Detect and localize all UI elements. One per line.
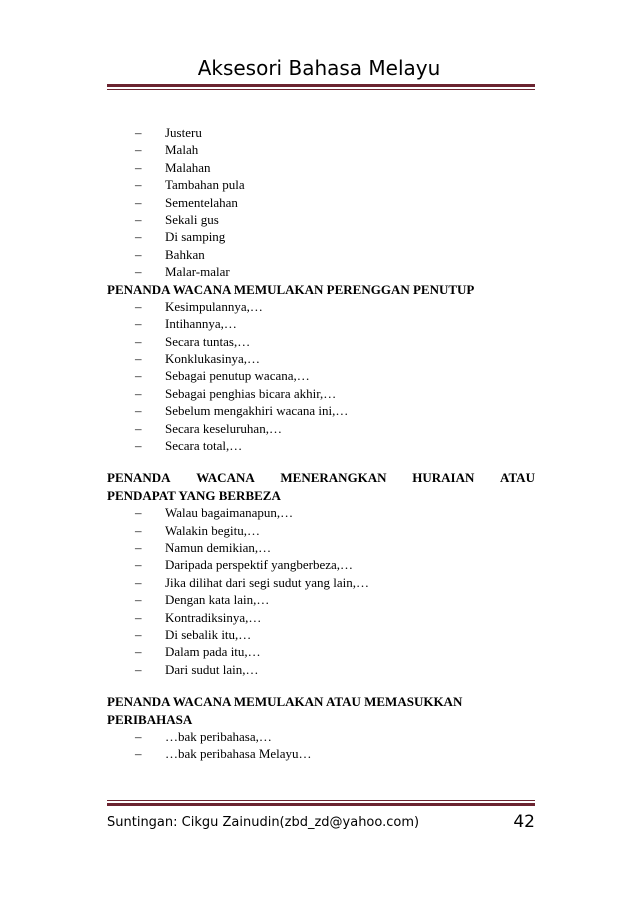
list-item [107, 124, 535, 141]
list-item [107, 141, 535, 158]
list-item [107, 745, 535, 762]
dash-bullet: – [135, 298, 142, 314]
list-item-text: Tambahan pula [165, 177, 245, 193]
dash-bullet: – [135, 229, 142, 245]
dash-bullet: – [135, 125, 142, 140]
list-item-text: Di samping [165, 229, 226, 245]
list-item-text: Kesimpulannya,… [165, 298, 263, 314]
list-item-text: Justeru [165, 125, 202, 140]
list-item-text: Sebagai penghias bicara akhir,… [165, 385, 337, 401]
list-item-text: Malar-malar [165, 264, 230, 280]
page-number: 42 [513, 812, 535, 832]
page-title: Aksesori Bahasa Melayu [197, 56, 441, 80]
list-item [107, 159, 535, 176]
list-item [107, 437, 535, 454]
list-item [107, 350, 535, 367]
list-item [107, 574, 535, 591]
dash-bullet: – [135, 661, 142, 677]
list-item-text: Dalam pada itu,… [165, 644, 261, 660]
dash-bullet: – [135, 177, 142, 193]
dash-bullet: – [135, 246, 142, 262]
list-item-text: Walau bagaimanapun,… [165, 505, 294, 521]
list-item [107, 246, 535, 263]
list-item-text: Secara tuntas,… [165, 333, 251, 349]
footer-rule-thick [107, 803, 535, 806]
list-item-text: Malahan [165, 159, 211, 175]
list-item [107, 367, 535, 384]
dash-bullet: – [135, 522, 142, 538]
header-rule-thin [107, 89, 535, 90]
heading-word: ATAU [500, 470, 535, 486]
list-item-text: Kontradiksinya,… [165, 609, 262, 625]
heading-word: PENANDA [107, 470, 171, 486]
section-gap [107, 454, 535, 469]
list-item [107, 298, 535, 315]
heading-word: HURAIAN [412, 470, 475, 486]
dash-bullet: – [135, 385, 142, 401]
dash-bullet: – [135, 403, 142, 419]
list-item-text: Malah [165, 142, 199, 158]
dash-bullet: – [135, 159, 142, 175]
section-heading-peribahasa-line1: PENANDA WACANA MEMULAKAN ATAU MEMASUKKAN [107, 694, 463, 710]
list-item [107, 211, 535, 228]
dash-bullet: – [135, 316, 142, 332]
list-item-text: Walakin begitu,… [165, 522, 260, 538]
dash-bullet: – [135, 333, 142, 349]
footer-credit: Suntingan: Cikgu Zainudin(zbd_zd@yahoo.com) [107, 815, 420, 830]
list-item-text: Intihannya,… [165, 316, 237, 332]
list-item-text: Namun demikian,… [165, 540, 272, 556]
list-item [107, 333, 535, 350]
list-item [107, 591, 535, 608]
list-item [107, 556, 535, 573]
list-item [107, 626, 535, 643]
peribahasa-list [107, 728, 535, 763]
section-heading-huraian-line1 [107, 469, 535, 486]
dash-bullet: – [135, 557, 142, 573]
section-heading-peribahasa-line2: PERIBAHASA [107, 711, 193, 727]
dash-bullet: – [135, 194, 142, 210]
section-heading-huraian-line2: PENDAPAT YANG BERBEZA [107, 487, 281, 503]
list-item-text: Sebagai penutup wacana,… [165, 368, 310, 384]
list-item [107, 728, 535, 745]
list-item-text: Daripada perspektif yangberbeza,… [165, 557, 354, 573]
list-item [107, 385, 535, 402]
dash-bullet: – [135, 438, 142, 454]
list-item-text: Dengan kata lain,… [165, 592, 270, 608]
list-item-text: …bak peribahasa,… [165, 728, 272, 744]
list-item [107, 504, 535, 521]
list-item [107, 402, 535, 419]
footer-rule-thin [107, 800, 535, 801]
section-gap [107, 678, 535, 693]
dash-bullet: – [135, 746, 142, 762]
dash-bullet: – [135, 574, 142, 590]
dash-bullet: – [135, 540, 142, 556]
list-item-text: Sekali gus [165, 211, 219, 227]
dash-bullet: – [135, 626, 142, 642]
section-heading-penutup: PENANDA WACANA MEMULAKAN PERENGGAN PENUTUP [107, 281, 475, 297]
list-item-text: Jika dilihat dari segi sudut yang lain,… [165, 574, 369, 590]
list-item [107, 522, 535, 539]
dash-bullet: – [135, 351, 142, 367]
header-rule-thick [107, 84, 535, 87]
heading-word: MENERANGKAN [280, 470, 387, 486]
list-item-text: Konklukasinya,… [165, 351, 260, 367]
dash-bullet: – [135, 505, 142, 521]
list-item [107, 315, 535, 332]
list-item-text: Secara keseluruhan,… [165, 420, 282, 436]
list-item-text: Secara total,… [165, 438, 243, 454]
list-item [107, 228, 535, 245]
list-item-text: …bak peribahasa Melayu… [165, 746, 312, 762]
list-item [107, 176, 535, 193]
list-item [107, 661, 535, 678]
penutup-list [107, 298, 535, 455]
dash-bullet: – [135, 368, 142, 384]
connector-list [107, 124, 535, 281]
list-item [107, 539, 535, 556]
dash-bullet: – [135, 609, 142, 625]
dash-bullet: – [135, 264, 142, 280]
dash-bullet: – [135, 142, 142, 158]
dash-bullet: – [135, 211, 142, 227]
huraian-list [107, 504, 535, 678]
list-item-text: Bahkan [165, 246, 205, 262]
list-item [107, 643, 535, 660]
dash-bullet: – [135, 420, 142, 436]
list-item [107, 420, 535, 437]
heading-word: WACANA [196, 470, 255, 486]
dash-bullet: – [135, 728, 142, 744]
list-item-text: Dari sudut lain,… [165, 661, 259, 677]
list-item [107, 609, 535, 626]
list-item [107, 194, 535, 211]
dash-bullet: – [135, 592, 142, 608]
page-content [107, 124, 535, 763]
dash-bullet: – [135, 644, 142, 660]
list-item-text: Sementelahan [165, 194, 238, 210]
list-item [107, 263, 535, 280]
list-item-text: Di sebalik itu,… [165, 626, 252, 642]
list-item-text: Sebelum mengakhiri wacana ini,… [165, 403, 349, 419]
